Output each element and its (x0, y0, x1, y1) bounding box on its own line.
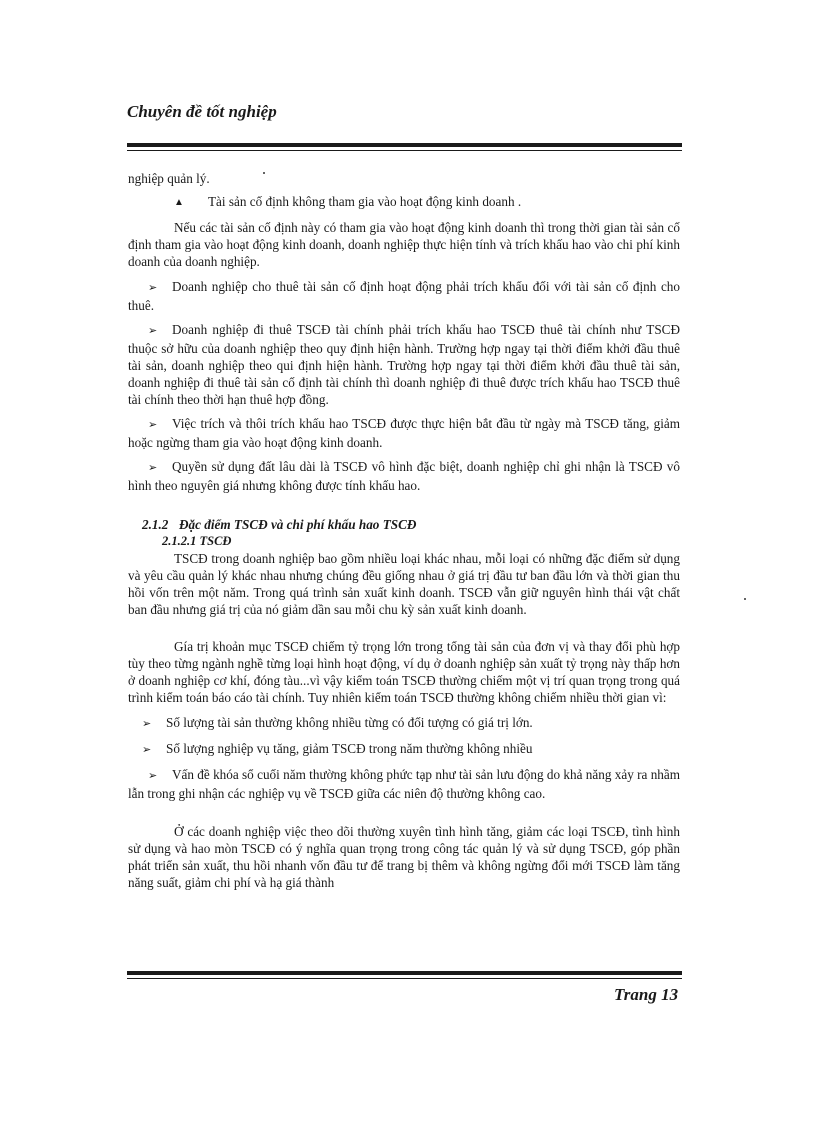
arrow-bullet-icon: ➢ (148, 462, 158, 474)
list-item (128, 766, 680, 802)
arrow-bullet-icon: ➢ (142, 744, 152, 756)
list-item (128, 193, 680, 211)
list-item (128, 714, 680, 733)
list-item-text: Doanh nghiệp cho thuê tài sản cố định hoạt động phải trích khấu đối với tài sản cố định cho thuê. (128, 279, 680, 313)
list-item (128, 415, 680, 451)
arrow-bullet-icon: ➢ (148, 282, 158, 294)
arrow-bullet-icon: ➢ (148, 325, 158, 337)
header-rule-thick (127, 143, 682, 147)
section-title: Đặc điểm TSCĐ và chi phí khấu hao TSCĐ (179, 517, 417, 532)
page-body (128, 170, 680, 899)
list-item (128, 321, 680, 408)
arrow-bullet-icon: ➢ (148, 770, 158, 782)
list-item-text: Doanh nghiệp đi thuê TSCĐ tài chính phải trích khấu hao TSCĐ thuê tài chính như TSCĐ thuộc sở hữu của doanh nghiệp theo quy định hiện hành. Trường hợp ngay tại thời điểm khởi đầu thuê tài sản, doanh nghiệp theo qui định hiện hành. Trường hợp ngay tại thời điểm khởi đầu thuê tài sản, doanh nghiệp đi thuê tài sản cố định tài chính thì doanh nghiệp đi thuê được trích khấu hao TSCĐ thuê tài chính theo thời hạn thuê hợp đồng. (128, 322, 680, 407)
list-item-text: Tài sản cố định không tham gia vào hoạt động kinh doanh . (208, 194, 522, 209)
subsection-heading: 2.1.2.1 TSCĐ (162, 534, 232, 548)
section-number: 2.1.2 (142, 517, 169, 532)
footer-rule-thin (127, 978, 682, 979)
page-number: Trang 13 (614, 985, 679, 1004)
paragraph: nghiệp quản lý. (128, 171, 210, 186)
list-item (128, 278, 680, 314)
list-item-text: Số lượng tài sản thường không nhiều từng có đối tượng có giá trị lớn. (166, 715, 533, 730)
spacer (128, 626, 680, 638)
spacer (128, 809, 680, 823)
list-item (128, 740, 680, 759)
triangle-bullet-icon: ▲ (174, 197, 184, 208)
list-item (128, 458, 680, 494)
list-item-text: Vấn đề khóa sổ cuối năm thường không phức tạp như tài sản lưu động do khả năng xảy ra nhầm lẫn trong ghi nhận các nghiệp vụ về TSCĐ giữa các niên độ thường không cao. (128, 767, 680, 801)
list-item-text: Quyền sử dụng đất lâu dài là TSCĐ vô hình đặc biệt, doanh nghiệp chỉ ghi nhận là TSCĐ vô hình theo nguyên giá nhưng không được tính khấu hao. (128, 459, 680, 493)
scan-speck (744, 598, 746, 600)
paragraph: TSCĐ trong doanh nghiệp bao gồm nhiều loại khác nhau, mỗi loại có những đặc điểm sử dụng và yêu cầu quản lý khác nhau nhưng chúng đều giống nhau ở giá trị đầu tư ban đầu lớn và thời gian thu hồi vốn trên một năm. Trong quá trình sản xuất kinh doanh. TSCĐ vẫn giữ nguyên hình thái vật chất ban đầu nhưng giá trị của nó giảm dần sau mỗi chu kỳ sản xuất kinh doanh. (128, 551, 680, 617)
list-item-text: Số lượng nghiệp vụ tăng, giảm TSCĐ trong năm thường không nhiều (166, 741, 533, 756)
section-heading (128, 516, 680, 533)
header-rule-thin (127, 150, 682, 151)
header-title: Chuyên đề tốt nghiệp (127, 102, 277, 121)
list-item-text: Việc trích và thôi trích khấu hao TSCĐ được thực hiện bắt đầu từ ngày mà TSCĐ tăng, giảm hoặc ngừng tham gia vào hoạt động kinh doanh. (128, 416, 680, 450)
arrow-bullet-icon: ➢ (142, 718, 152, 730)
arrow-bullet-icon: ➢ (148, 419, 158, 431)
paragraph: Nếu các tài sản cố định này có tham gia vào hoạt động kinh doanh thì trong thời gian tài sản cố định tham gia vào hoạt động kinh doanh, doanh nghiệp thực hiện tính và trích khấu hao vào chi phí kinh doanh của doanh nghiệp. (128, 220, 680, 269)
paragraph: Gía trị khoản mục TSCĐ chiếm tỷ trọng lớn trong tổng tài sản của đơn vị và thay đổi phù hợp tùy theo từng ngành nghề từng loại hình hoạt động, ví dụ ở doanh nghiệp sản xuất tỷ trọng này thấp hơn ở doanh nghiệp cơ khí, đóng tàu...vì vậy kiểm toán TSCĐ thường chiếm một vị trí quan trọng trong quá trình kiểm toán báo cáo tài chính. Tuy nhiên kiểm toán TSCĐ thường không chiếm nhiều thời gian vì: (128, 639, 680, 705)
paragraph: Ở các doanh nghiệp việc theo dõi thường xuyên tình hình tăng, giảm các loại TSCĐ, tình hình sử dụng và hao mòn TSCĐ có ý nghĩa quan trọng trong công tác quản lý và sử dụng TSCĐ, góp phần phát triển sản xuất, thu hồi nhanh vốn đầu tư để trang bị thêm và không ngừng đổi mới TSCĐ làm tăng năng suất, giảm chi phí và hạ giá thành (128, 824, 680, 890)
footer-rule-thick (127, 971, 682, 975)
